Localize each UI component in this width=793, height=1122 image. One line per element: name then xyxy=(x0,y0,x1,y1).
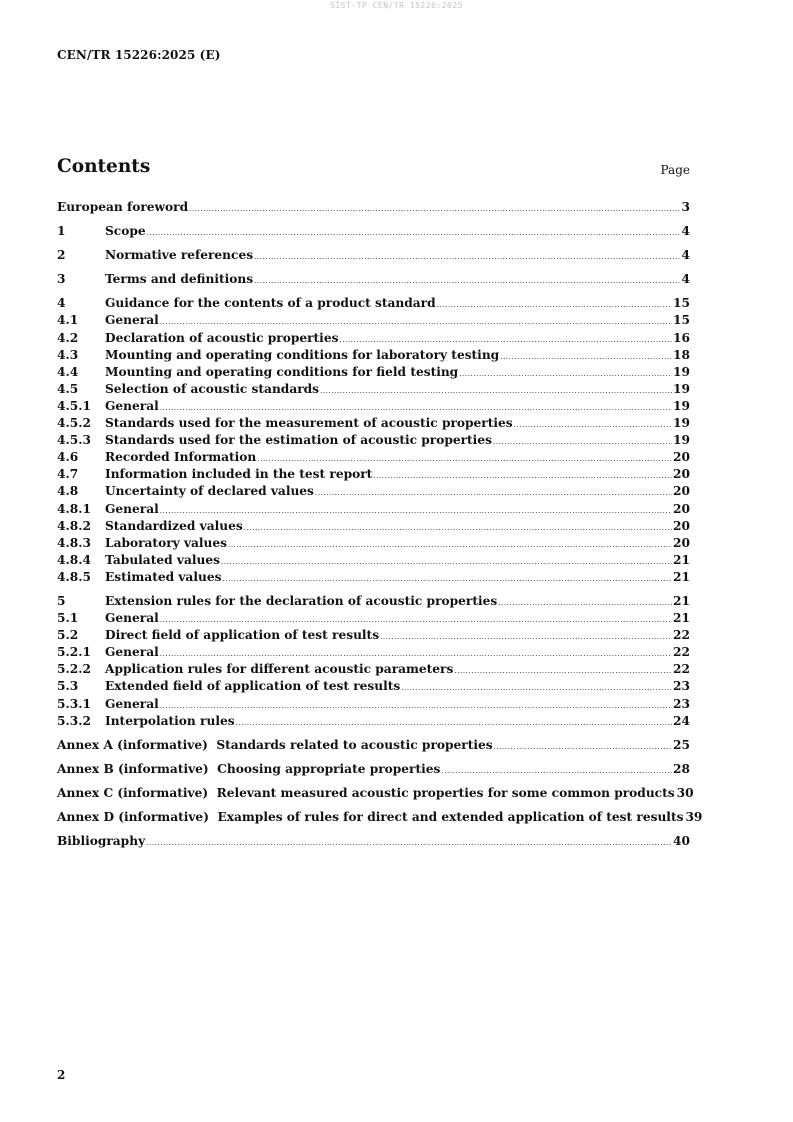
toc-entry-page: 20 xyxy=(673,450,690,465)
toc-entry-title: General xyxy=(105,501,159,516)
toc-entry[interactable] xyxy=(57,271,690,288)
toc-entry[interactable] xyxy=(57,483,690,500)
toc-entry[interactable] xyxy=(57,466,690,483)
toc-entry-number: 3 xyxy=(57,272,66,287)
toc-entry-number: 4 xyxy=(57,296,66,311)
toc-entry[interactable] xyxy=(57,593,690,610)
toc-entry-number: 4.8.4 xyxy=(57,552,91,567)
toc-entry-number: 4.3 xyxy=(57,347,79,362)
dot-leader xyxy=(514,417,672,434)
toc-entry-number: 4.5.2 xyxy=(57,416,91,431)
dot-leader xyxy=(254,249,680,266)
toc-entry[interactable] xyxy=(57,644,690,661)
toc-entry[interactable] xyxy=(57,833,690,850)
toc-entry-page: 20 xyxy=(673,535,690,550)
page-number: 2 xyxy=(57,1068,66,1082)
dot-leader xyxy=(454,663,672,680)
toc-entry-page: 24 xyxy=(673,713,690,728)
dot-leader xyxy=(222,571,672,588)
toc-entry[interactable] xyxy=(57,432,690,449)
toc-entry-title: Annex D (informative) Examples of rules for direct and extended application of test results xyxy=(57,810,684,824)
toc-entry-title: Laboratory values xyxy=(105,535,228,550)
dot-leader xyxy=(373,468,672,485)
toc-entry-title: General xyxy=(105,611,159,626)
toc-entry-page: 30 xyxy=(676,785,694,800)
toc-entry[interactable] xyxy=(57,535,690,552)
toc-entry-page: 21 xyxy=(673,593,690,608)
toc-entry-title: Standards used for the measurement of acoustic properties xyxy=(105,416,513,431)
toc-entry[interactable] xyxy=(57,347,690,364)
toc-entry-title: Standardized values xyxy=(105,518,243,533)
toc-entry[interactable] xyxy=(57,415,690,432)
toc-entry[interactable] xyxy=(57,449,690,466)
toc-entry-title: Guidance for the contents of a product standard xyxy=(105,296,436,311)
toc-entry[interactable] xyxy=(57,737,690,754)
toc-entry-page: 3 xyxy=(681,200,690,214)
dot-leader xyxy=(441,763,672,780)
toc-entry-number: 4.8.2 xyxy=(57,518,91,533)
toc-entry-number: 5.2.2 xyxy=(57,662,91,677)
dot-leader xyxy=(498,595,672,612)
toc-entry[interactable] xyxy=(57,809,703,826)
toc-entry-page: 4 xyxy=(681,272,690,287)
dot-leader xyxy=(459,366,672,383)
toc-entry[interactable] xyxy=(57,627,690,644)
toc-entry[interactable] xyxy=(57,398,690,415)
toc-entry[interactable] xyxy=(57,247,690,264)
toc-entry[interactable] xyxy=(57,364,690,381)
document-id: CEN/TR 15226:2025 (E) xyxy=(57,48,221,62)
toc-entry[interactable] xyxy=(57,501,690,518)
toc-entry[interactable] xyxy=(57,569,690,586)
toc-entry[interactable] xyxy=(57,678,690,695)
dot-leader xyxy=(315,485,672,502)
toc-entry-title: Declaration of acoustic properties xyxy=(105,330,339,345)
toc-entry-page: 39 xyxy=(685,810,703,824)
toc-entry-number: 5.1 xyxy=(57,611,79,626)
table-of-contents xyxy=(57,199,703,850)
toc-entry-number: 5.2.1 xyxy=(57,645,91,660)
toc-entry-page: 22 xyxy=(673,645,690,660)
toc-entry-title: Selection of acoustic standards xyxy=(105,381,320,396)
toc-entry-title: Normative references xyxy=(105,248,254,263)
toc-entry-number: 4.7 xyxy=(57,467,79,482)
toc-entry-page: 23 xyxy=(673,679,690,694)
toc-entry[interactable] xyxy=(57,381,690,398)
toc-entry-page: 19 xyxy=(673,416,690,431)
toc-entry-title: Annex C (informative) Relevant measured acoustic properties for some common products xyxy=(57,785,675,800)
toc-entry-page: 4 xyxy=(681,224,690,239)
dot-leader xyxy=(244,520,672,537)
dot-leader xyxy=(437,297,672,314)
toc-entry-number: 4.8.1 xyxy=(57,501,91,516)
toc-entry-page: 28 xyxy=(673,761,690,776)
contents-title: Contents xyxy=(57,156,151,177)
toc-entry-page: 19 xyxy=(673,364,690,379)
toc-entry-page: 19 xyxy=(673,433,690,448)
toc-entry-number: 4.2 xyxy=(57,330,79,345)
toc-entry[interactable] xyxy=(57,330,690,347)
toc-entry-page: 21 xyxy=(673,611,690,626)
toc-entry-number: 4.1 xyxy=(57,313,79,328)
toc-entry-title: General xyxy=(105,313,159,328)
toc-entry-title: Terms and definitions xyxy=(105,272,254,287)
dot-leader xyxy=(380,629,672,646)
toc-entry-title: Direct field of application of test results xyxy=(105,628,380,643)
toc-entry[interactable] xyxy=(57,199,690,216)
dot-leader xyxy=(320,383,672,400)
page-column-label: Page xyxy=(660,163,690,177)
dot-leader xyxy=(500,349,672,366)
toc-entry[interactable] xyxy=(57,785,694,802)
toc-entry-number: 4.6 xyxy=(57,450,79,465)
toc-entry[interactable] xyxy=(57,661,690,678)
dot-leader xyxy=(254,273,680,290)
toc-entry-title: European foreword xyxy=(57,200,189,214)
toc-entry-page: 16 xyxy=(673,330,690,345)
toc-entry-title: Recorded Information xyxy=(105,450,257,465)
toc-entry[interactable] xyxy=(57,696,690,713)
toc-entry[interactable] xyxy=(57,610,690,627)
toc-entry-page: 40 xyxy=(673,834,690,849)
toc-entry-number: 5.3 xyxy=(57,679,79,694)
toc-entry-title: Interpolation rules xyxy=(105,713,235,728)
toc-entry-title: General xyxy=(105,696,159,711)
dot-leader xyxy=(221,554,672,571)
toc-entry-page: 20 xyxy=(673,501,690,516)
dot-leader xyxy=(494,739,672,756)
toc-entry-title: Extension rules for the declaration of acoustic properties xyxy=(105,593,498,608)
toc-entry-title: Annex A (informative) Standards related to acoustic properties xyxy=(57,737,493,752)
toc-entry-number: 5.2 xyxy=(57,628,79,643)
dot-leader xyxy=(236,715,672,732)
toc-entry-page: 18 xyxy=(673,347,690,362)
toc-entry-number: 5 xyxy=(57,593,66,608)
toc-entry-page: 21 xyxy=(673,552,690,567)
toc-entry-title: Annex B (informative) Choosing appropriate properties xyxy=(57,761,441,776)
toc-entry-page: 20 xyxy=(673,484,690,499)
toc-entry-page: 22 xyxy=(673,662,690,677)
toc-entry-title: Estimated values xyxy=(105,569,222,584)
watermark: SIST-TP CEN/TR 15226:2025 xyxy=(330,1,463,10)
toc-entry-number: 4.4 xyxy=(57,364,79,379)
toc-entry-title: Bibliography xyxy=(57,834,146,849)
toc-entry-number: 4.5.3 xyxy=(57,433,91,448)
toc-entry-title: Application rules for different acoustic parameters xyxy=(105,662,454,677)
toc-entry-number: 5.3.1 xyxy=(57,696,91,711)
toc-entry-number: 5.3.2 xyxy=(57,713,91,728)
toc-entry-title: Mounting and operating conditions for laboratory testing xyxy=(105,347,500,362)
toc-entry[interactable] xyxy=(57,312,690,329)
toc-entry-number: 4.8.5 xyxy=(57,569,91,584)
toc-entry-page: 19 xyxy=(673,381,690,396)
toc-entry-number: 1 xyxy=(57,224,66,239)
toc-entry[interactable] xyxy=(57,713,690,730)
toc-entry-number: 4.8 xyxy=(57,484,79,499)
toc-entry[interactable] xyxy=(57,223,690,240)
toc-entry-number: 4.5.1 xyxy=(57,398,91,413)
toc-entry-title: General xyxy=(105,398,159,413)
toc-entry-page: 22 xyxy=(673,628,690,643)
toc-entry-page: 25 xyxy=(673,737,690,752)
dot-leader xyxy=(401,680,672,697)
toc-entry-page: 19 xyxy=(673,398,690,413)
toc-entry-title: Information included in the test report xyxy=(105,467,373,482)
toc-entry-page: 21 xyxy=(673,569,690,584)
toc-entry-page: 4 xyxy=(681,248,690,263)
dot-leader xyxy=(228,537,672,554)
dot-leader xyxy=(493,434,672,451)
toc-entry-page: 23 xyxy=(673,696,690,711)
toc-entry-title: Extended field of application of test results xyxy=(105,679,401,694)
toc-entry-number: 2 xyxy=(57,248,66,263)
toc-entry[interactable] xyxy=(57,295,690,312)
toc-entry-title: Uncertainty of declared values xyxy=(105,484,314,499)
toc-entry-title: Tabulated values xyxy=(105,552,220,567)
dot-leader xyxy=(160,698,672,715)
toc-entry-title: General xyxy=(105,645,159,660)
toc-entry-page: 15 xyxy=(673,296,690,311)
toc-entry[interactable] xyxy=(57,552,690,569)
dot-leader xyxy=(189,201,680,218)
toc-entry-number: 4.5 xyxy=(57,381,79,396)
dot-leader xyxy=(147,225,681,242)
toc-entry-page: 20 xyxy=(673,467,690,482)
dot-leader xyxy=(146,835,672,852)
toc-entry-title: Standards used for the estimation of acoustic properties xyxy=(105,433,492,448)
toc-entry-title: Scope xyxy=(105,224,146,239)
toc-entry-page: 20 xyxy=(673,518,690,533)
toc-entry[interactable] xyxy=(57,518,690,535)
toc-entry[interactable] xyxy=(57,761,690,778)
toc-entry-number: 4.8.3 xyxy=(57,535,91,550)
toc-entry-page: 15 xyxy=(673,313,690,328)
toc-entry-title: Mounting and operating conditions for field testing xyxy=(105,364,459,379)
